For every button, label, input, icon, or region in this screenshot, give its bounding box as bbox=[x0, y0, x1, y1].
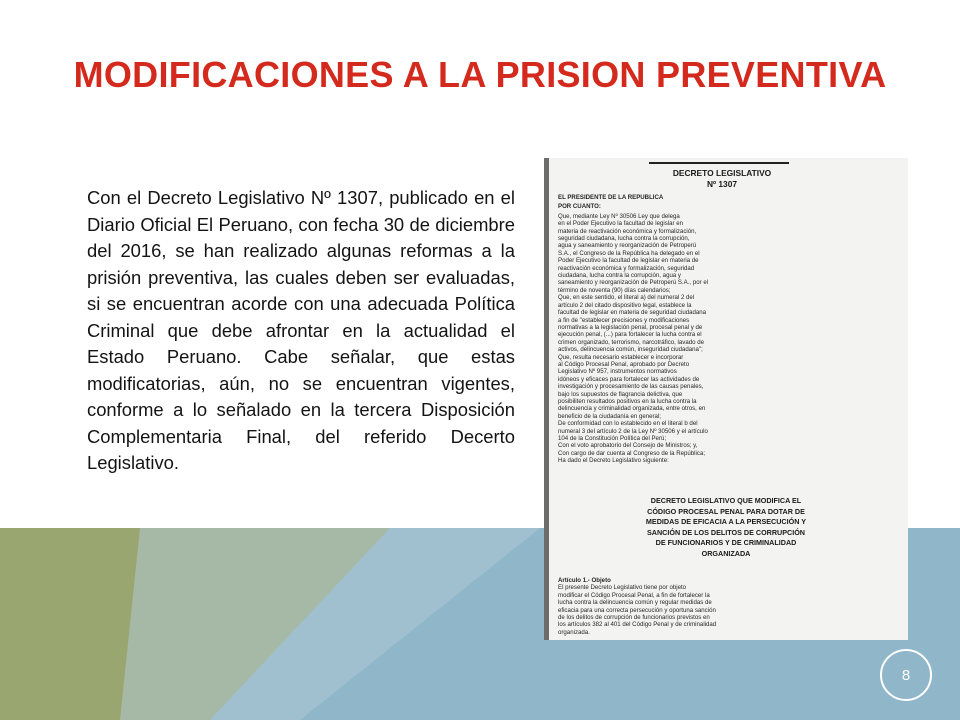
document-text-line: al Código Procesal Penal, aprobado por Decreto bbox=[558, 360, 690, 368]
page-number-badge: 8 bbox=[880, 649, 932, 701]
document-text-line: modificar el Código Procesal Penal, a fin de fortalecer la bbox=[558, 591, 710, 599]
document-text-line: los artículos 382 al 401 del Código Penal y de criminalidad bbox=[558, 621, 717, 629]
document-text-line: facultad de legislar en materia de seguridad ciudadana bbox=[558, 309, 707, 317]
document-text-line: a fin de "establecer precisiones y modificaciones bbox=[558, 316, 690, 324]
slide-body-text: Con el Decreto Legislativo Nº 1307, publicado en el Diario Oficial El Peruano, con fecha 30 de diciembre del 2016, se han realizado algunas reformas a la prisión preventiva, las cuales deben ser evaluadas, si se encuentran acorde con una adecuada Política Criminal que debe afrontar en la actualidad el Estado Peruano. Cabe señalar, que estas modificatorias, aún, no se encuentran vigentes, conforme a lo señalado en la tercera Disposición Complementaria Final, del referido Decerto Legislativo. bbox=[87, 187, 515, 473]
document-text-line: posibiliten resultados positivos en la lucha contra la bbox=[558, 397, 697, 405]
decree-title-line: ORGANIZADA bbox=[701, 548, 751, 558]
document-text-line: investigación y procesamiento de las causas penales, bbox=[558, 383, 704, 391]
document-text-line: Que, en este sentido, el literal a) del numeral 2 del bbox=[558, 294, 695, 302]
document-text-line: numeral 3 del artículo 2 de la Ley Nº 30506 y el artículo bbox=[558, 427, 708, 435]
document-text-line: Que, mediante Ley Nº 30506 Ley que delega bbox=[558, 212, 680, 220]
slide-title: MODIFICACIONES A LA PRISION PREVENTIVA bbox=[73, 54, 887, 95]
document-text-line: El presente Decreto Legislativo tiene por objeto bbox=[558, 584, 687, 592]
document-text-line: Ha dado el Decreto Legislativo siguiente: bbox=[558, 457, 669, 465]
document-text-line: POR CUANTO: bbox=[558, 203, 601, 211]
document-text-line: organizada. bbox=[558, 628, 590, 636]
document-text-line: lucha contra la delincuencia común y regular medidas de bbox=[558, 599, 712, 607]
document-preamble bbox=[558, 194, 894, 465]
document-text-line: agua y saneamiento y reorganización de Petroperú bbox=[558, 242, 697, 250]
document-text-line: materia de reactivación económica y formalización, bbox=[558, 227, 697, 235]
document-text-line: idóneos y eficaces para fortalecer las actividades de bbox=[558, 375, 700, 383]
document-text-line: beneficio de la ciudadanía en general; bbox=[558, 412, 661, 420]
document-text-line: de los delitos de corrupción de funcionarios previstos en bbox=[558, 614, 710, 622]
document-header bbox=[632, 168, 812, 190]
document-text-line: Artículo 1.- Objeto bbox=[558, 577, 611, 584]
document-text-line: Con cargo de dar cuenta al Congreso de la República; bbox=[558, 449, 706, 457]
document-text-line: eficacia para una correcta persecución y oportuna sanción bbox=[558, 606, 716, 614]
document-text-line: bajo los supuestos de flagrancia delictiva, que bbox=[558, 390, 683, 398]
decree-title-line: DE FUNCIONARIOS Y DE CRIMINALIDAD bbox=[655, 538, 797, 548]
document-text-line: activos, delincuencia común, inseguridad ciudadana"; bbox=[558, 346, 703, 354]
decree-title-line: SANCIÓN DE LOS DELITOS DE CORRUPCIÓN bbox=[646, 527, 805, 537]
decree-title-line: DECRETO LEGISLATIVO QUE MODIFICA EL bbox=[650, 496, 802, 505]
document-text-line: saneamiento y reorganización de Petroperú S.A., por el bbox=[558, 279, 709, 287]
document-article bbox=[558, 577, 894, 636]
decree-title-line: CÓDIGO PROCESAL PENAL PARA DOTAR DE bbox=[647, 506, 805, 516]
document-header-line: Nº 1307 bbox=[706, 179, 738, 189]
decree-document-image bbox=[544, 158, 908, 640]
document-text-line: término de noventa (90) días calendarios; bbox=[558, 286, 671, 294]
document-text-line: Poder Ejecutivo la facultad de legislar en materia de bbox=[558, 257, 699, 265]
document-text-line: artículo 2 del citado dispositivo legal, establece la bbox=[558, 301, 692, 309]
document-text-line: EL PRESIDENTE DE LA REPÚBLICA bbox=[558, 194, 664, 201]
document-text-line: reactivación económica y formalización, seguridad bbox=[558, 264, 695, 272]
document-text-line: ejecución penal, (...) para fortalecer la lucha contra el bbox=[558, 331, 702, 339]
document-text-line: 104 de la Constitución Política del Perú; bbox=[558, 435, 667, 442]
document-text-line: ciudadana, lucha contra la corrupción, agua y bbox=[558, 272, 681, 280]
document-text-line: en el Poder Ejecutivo la facultad de legislar en bbox=[558, 220, 683, 228]
document-text-line: De conformidad con lo establecido en el literal b del bbox=[558, 420, 698, 428]
document-text-line: crimen organizado, terrorismo, narcotráfico, lavado de bbox=[558, 338, 704, 346]
document-text-line: S.A., el Congreso de la República ha delegado en el bbox=[558, 249, 700, 257]
document-text-line: seguridad ciudadana, lucha contra la corrupción, bbox=[558, 235, 690, 243]
document-spine bbox=[544, 158, 549, 640]
document-text-line: Con el voto aprobatorio del Consejo de Ministros; y, bbox=[558, 442, 698, 450]
document-text-line: Que, resulta necesario establecer e incorporar bbox=[558, 353, 684, 361]
document-top-rule bbox=[649, 162, 789, 164]
document-header-line: DECRETO LEGISLATIVO bbox=[672, 168, 772, 178]
document-text-line: delincuencia y criminalidad organizada, entre otros, en bbox=[558, 405, 706, 413]
document-text-line: normativas a la legislación penal, procesal penal y de bbox=[558, 323, 703, 331]
document-decree-title bbox=[562, 496, 890, 560]
document-text-line: Legislativo Nº 957, instrumentos normativos bbox=[558, 368, 677, 376]
decree-title-line: MEDIDAS DE EFICACIA A LA PERSECUCIÓN Y bbox=[645, 517, 807, 527]
